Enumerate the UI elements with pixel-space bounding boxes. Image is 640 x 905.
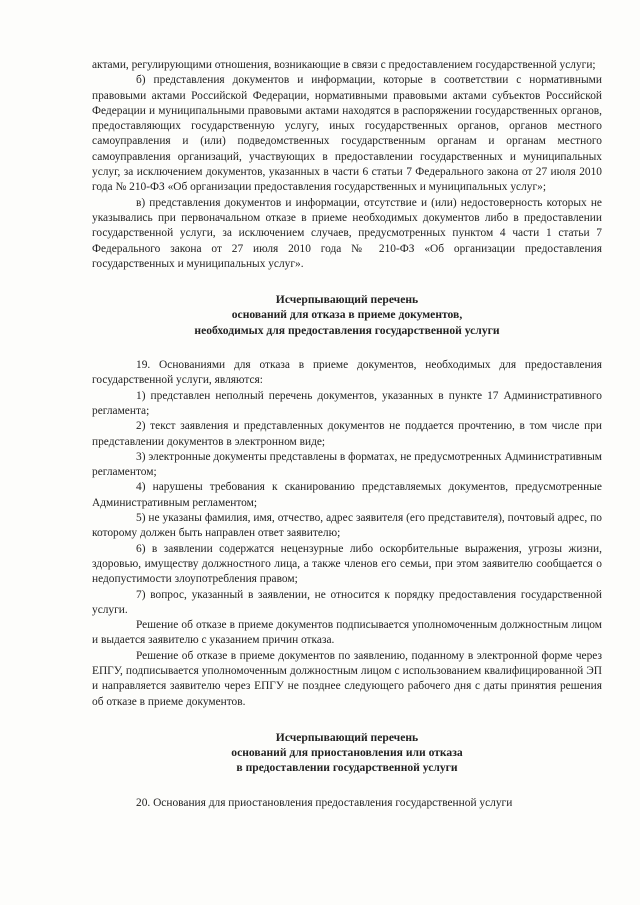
heading-line-3: необходимых для предоставления государственной услуги bbox=[194, 323, 500, 337]
paragraph-intro-continuation: актами, регулирующими отношения, возникающие в связи с предоставлением государственной услуги; bbox=[92, 59, 596, 71]
heading-line-1: Исчерпывающий перечень bbox=[275, 293, 419, 307]
heading-line-1: Исчерпывающий перечень bbox=[275, 730, 419, 744]
paragraph-b: б) представления документов и информации, которые в соответствии с нормативными правовыми актами Российской Федерации, нормативными правовыми актами субъектов Российской Федерации и муниципальными правовыми актами находятся в распоряжении государственных органов, предоставляющих государственную услугу, иных государственных органов, органов местного самоуправления и (или) подведомственных государственным органам и органам местного самоуправления организаций, участвующих в предоставлении государственных и муниципальных услуг, за исключением документов, указанных в части 6 статьи 7 Федерального закона от 27 июля 2010 года № 210-ФЗ «Об организации предоставления государственных и муниципальных услуг»; bbox=[92, 74, 602, 194]
section-heading-refusal-acceptance bbox=[92, 292, 602, 338]
list-item-5: 5) не указаны фамилия, имя, отчество, адрес заявителя (его представителя), почтовый адрес, по которому должен быть направлен ответ заявителю; bbox=[92, 512, 602, 540]
paragraph-decision-signing: Решение об отказе в приеме документов подписывается уполномоченным должностным лицом и выдается заявителю с указанием причин отказа. bbox=[92, 619, 602, 647]
list-item-6: 6) в заявлении содержатся нецензурные либо оскорбительные выражения, угрозы жизни, здоровью, имуществу должностного лица, а также членов его семьи, при этом заявителю сообщается о недопустимости злоупотребления правом; bbox=[92, 542, 602, 586]
heading-line-2: оснований для отказа в приеме документов, bbox=[231, 308, 463, 322]
list-item-7: 7) вопрос, указанный в заявлении, не относится к порядку предоставления государственной услуги. bbox=[92, 588, 602, 616]
list-item-1: 1) представлен неполный перечень документов, указанных в пункте 17 Административного регламента; bbox=[92, 389, 602, 417]
paragraph-decision-electronic: Решение об отказе в приеме документов по заявлению, поданному в электронной форме через ЕПГУ, подписывается уполномоченным должностным лицом с использованием квалифицированной ЭП и направляется заявителю через ЕПГУ не позднее следующего рабочего дня с даты принятия решения об отказе в приеме документов. bbox=[92, 649, 602, 708]
paragraph-20: 20. Основания для приостановления предоставления государственной услуги bbox=[136, 796, 513, 809]
heading-line-2: оснований для приостановления или отказа bbox=[231, 746, 463, 760]
section-heading-suspension-refusal bbox=[92, 730, 602, 776]
list-item-4: 4) нарушены требования к сканированию представляемых документов, предусмотренные Административным регламентом; bbox=[92, 481, 602, 509]
paragraph-19: 19. Основаниями для отказа в приеме документов, необходимых для предоставления государственной услуги, являются: bbox=[92, 359, 602, 387]
list-item-3: 3) электронные документы представлены в форматах, не предусмотренных Административным регламентом; bbox=[92, 450, 603, 479]
list-item-2: 2) текст заявления и представленных документов не поддается прочтению, в том числе при представлении документов в электронном виде; bbox=[92, 420, 602, 448]
paragraph-v: в) представления документов и информации, отсутствие и (или) недостоверность которых не указывались при первоначальном отказе в приеме необходимых документов либо в предоставлении государственной услуги, за исключением случаев, предусмотренных пунктом 4 части 1 статьи 7 Федерального закона от 27 июля 2010 года № 210-ФЗ «Об организации предоставления государственных и муниципальных услуг». bbox=[92, 196, 602, 270]
heading-line-3: в предоставлении государственной услуги bbox=[236, 761, 458, 775]
